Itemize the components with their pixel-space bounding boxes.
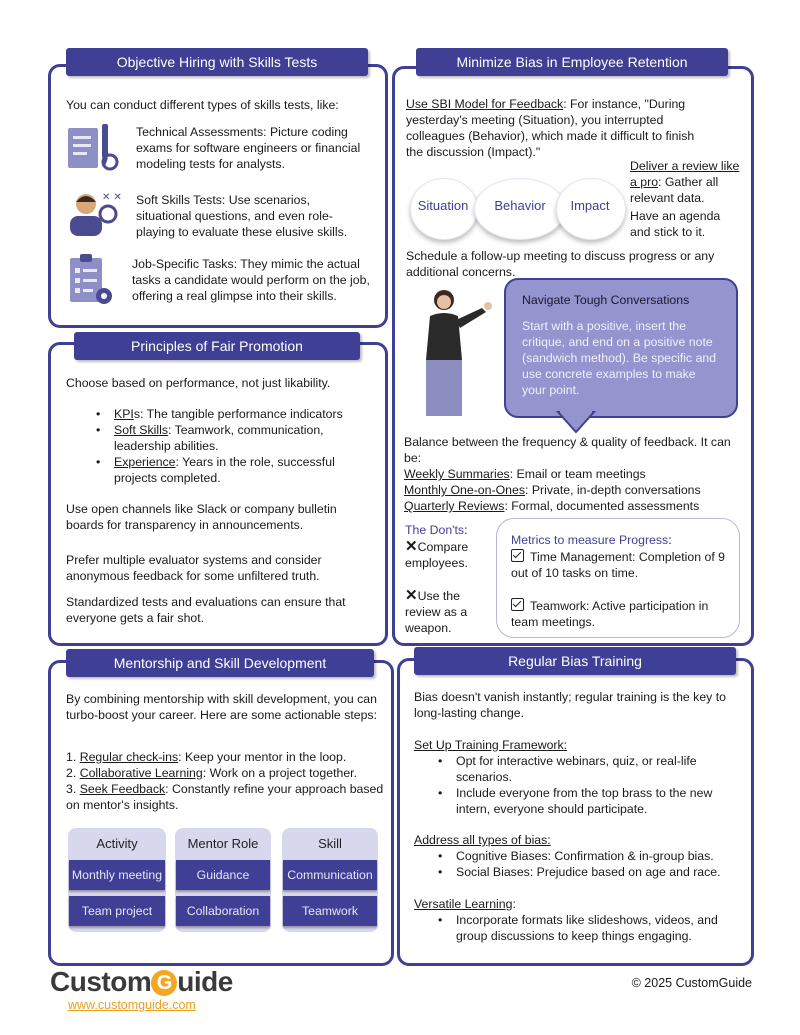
sbi-label: Use SBI Model for Feedback: [406, 97, 564, 111]
x-icon: ✕: [405, 538, 418, 555]
footer-url[interactable]: www.customguide.com: [68, 998, 196, 1012]
list-item: [92, 454, 352, 486]
list-item: [66, 749, 386, 765]
job-tasks-text: : They mimic the actual tasks a candidate would perform on the job, offering a real glimpse into their skills.: [132, 257, 370, 303]
x-icon: ✕: [405, 587, 418, 604]
list-item: • Social Biases: Prejudice based on age and race.: [434, 864, 744, 880]
freq-label: Weekly Summaries: [404, 467, 510, 481]
dont-item-weapon: [405, 588, 485, 636]
metric-item-teamwork: [511, 597, 733, 630]
checklist-gear-icon: [66, 252, 116, 313]
list-item: • Opt for interactive webinars, quiz, or real-life scenarios.: [434, 753, 744, 785]
table-cell: Monthly meeting: [69, 860, 165, 890]
table-cell: Team project: [69, 896, 165, 926]
soft-skills-text: : Use scenarios, situational questions, and even role-playing to evaluate these elusive skills.: [136, 193, 348, 239]
skills-item-technical: [136, 124, 372, 172]
table-cell: Collaboration: [176, 896, 270, 926]
donts-title-text: The Don'ts: [405, 523, 465, 537]
donts-title: [405, 522, 495, 538]
freq-text: : Private, in-depth conversations: [524, 483, 701, 497]
person-gears-icon: [66, 190, 122, 243]
promotion-bullets: [92, 406, 352, 486]
metric-text: Time Management: Completion of 9 out of 10 tasks on time.: [511, 550, 726, 580]
training-title: Regular Bias Training: [414, 647, 736, 675]
experience-text: : Years in the role, successful projects completed.: [114, 455, 335, 485]
metrics-colon: :: [668, 533, 672, 547]
promotion-intro: Choose based on performance, not just likability.: [66, 376, 331, 390]
metric-item-time: [511, 548, 733, 581]
skills-item-soft: [136, 192, 356, 240]
training-intro: Bias doesn't vanish instantly; regular training is the key to long-lasting change.: [414, 690, 726, 720]
skills-intro: You can conduct different types of skills tests, like:: [66, 98, 339, 112]
table-cell: Communication: [283, 860, 377, 890]
bubble-title: Navigate Tough Conversations: [522, 293, 690, 307]
circle-label-situation: Situation: [417, 198, 469, 213]
review-body: : Gather all relevant data.: [630, 175, 719, 205]
footer-copyright: © 2025 CustomGuide: [631, 976, 752, 990]
training-group-bias: [414, 832, 744, 880]
donts-colon: :: [464, 523, 468, 537]
technical-text: : Picture coding exams for software engineers or financial modeling tests for analysts.: [136, 125, 361, 171]
list-item: [92, 422, 352, 454]
training-group-versatile: [414, 896, 744, 944]
mentorship-intro: By combining mentorship with skill development, you can turbo-boost your career. Here are some actionable steps:: [66, 692, 378, 722]
logo-text-left: Custom: [50, 966, 152, 997]
list-item: [66, 781, 386, 813]
step-text: : Constantly refine your approach based on mentor's insights.: [66, 782, 384, 812]
frequency-list: [404, 466, 744, 514]
promotion-title: Principles of Fair Promotion: [74, 332, 360, 360]
table-cell: Teamwork: [283, 896, 377, 926]
promotion-para3: Standardized tests and evaluations can ensure that everyone gets a fair shot.: [66, 595, 346, 625]
step-label: Seek Feedback: [79, 782, 166, 796]
soft-text: : Teamwork, communication, leadership abilities.: [114, 423, 324, 453]
sbi-text: [406, 96, 706, 160]
dont-text: Compare employees.: [405, 540, 469, 570]
mentorship-steps: [66, 749, 386, 813]
clipboard-pen-icon: [66, 122, 122, 179]
metrics-title: [511, 532, 731, 548]
metric-text: Teamwork: Active participation in team meetings.: [511, 599, 709, 629]
checkbox-icon: [511, 549, 524, 562]
step-text: : Work on a project together.: [202, 766, 358, 780]
logo-text-right: uide: [177, 966, 233, 997]
freq-label: Monthly One-on-Ones: [404, 483, 525, 497]
step-num: 2.: [66, 766, 80, 780]
step-text: : Keep your mentor in the loop.: [178, 750, 347, 764]
list-item: • Cognitive Biases: Confirmation & in-group bias.: [434, 848, 744, 864]
technical-label: Technical Assessments: [136, 125, 264, 139]
review-label: Deliver a review like a pro: [630, 159, 740, 189]
freq-label: Quarterly Reviews: [404, 499, 505, 513]
bubble-tail: [556, 410, 596, 434]
mentorship-title: Mentorship and Skill Development: [66, 649, 374, 677]
group-heading-suffix: :: [512, 897, 516, 911]
list-item: • Incorporate formats like slideshows, videos, and group discussions to keep things engaging.: [434, 912, 744, 944]
step-label: Regular check-ins: [79, 750, 179, 764]
table-header-activity: Activity: [96, 836, 138, 851]
logo-g-icon: G: [151, 970, 177, 996]
promotion-para1: Use open channels like Slack or company bulletin boards for transparency in announcements.: [66, 502, 337, 532]
kpi-label: KPI: [114, 407, 134, 421]
soft-skills-label: Soft Skills Tests: [136, 193, 222, 207]
step-num: 3.: [66, 782, 80, 796]
freq-text: : Email or team meetings: [509, 467, 646, 481]
customguide-logo: [50, 966, 233, 998]
retention-title: Minimize Bias in Employee Retention: [416, 48, 728, 76]
review-text: [630, 158, 740, 206]
step-num: 1.: [66, 750, 80, 764]
list-item: • Include everyone from the top brass to the new intern, everyone should participate.: [434, 785, 744, 817]
training-group-framework: [414, 737, 744, 817]
circle-label-behavior: Behavior: [494, 198, 546, 213]
list-item: [66, 765, 386, 781]
table-header-skill: Skill: [318, 836, 342, 851]
dont-text: Use the review as a weapon.: [405, 589, 468, 635]
checkbox-icon: [511, 598, 524, 611]
list-item: [404, 498, 744, 514]
list-item: [404, 466, 744, 482]
group-heading: Address all types of bias:: [414, 833, 551, 847]
kpi-text: s: The tangible performance indicators: [133, 407, 343, 421]
list-item: [92, 406, 352, 422]
presenter-woman-icon: [416, 286, 496, 423]
circle-label-impact: Impact: [570, 198, 610, 213]
bubble-text: Start with a positive, insert the critique, and end on a positive note (sandwich method). Be specific and use concrete examples to make your point.: [522, 319, 717, 397]
list-item: [404, 482, 744, 498]
soft-label: Soft Skills: [114, 423, 168, 437]
table-cell: Guidance: [176, 860, 270, 890]
svg-text:✕ ✕: ✕ ✕: [102, 192, 122, 203]
step-label: Collaborative Learning: [79, 766, 203, 780]
balance-text: Balance between the frequency & quality of feedback. It can be:: [404, 435, 731, 465]
followup-text: Schedule a follow-up meeting to discuss progress or any additional concerns.: [406, 249, 715, 279]
job-tasks-label: Job-Specific Tasks: [132, 257, 234, 271]
table-header-mentor-role: Mentor Role: [187, 836, 259, 851]
group-heading: Versatile Learning: [414, 897, 513, 911]
dont-item-compare: [405, 539, 493, 571]
freq-text: : Formal, documented assessments: [504, 499, 700, 513]
skills-title: Objective Hiring with Skills Tests: [66, 48, 368, 76]
promotion-para2: Prefer multiple evaluator systems and consider anonymous feedback for some unfiltered truth.: [66, 553, 322, 583]
experience-label: Experience: [114, 455, 176, 469]
agenda-text: Have an agenda and stick to it.: [630, 209, 721, 239]
metrics-title-text: Metrics to measure Progress: [511, 533, 669, 547]
skills-item-job: [132, 256, 372, 304]
group-heading: Set Up Training Framework:: [414, 738, 568, 752]
sbi-body: : For instance, "During yesterday's meeting (Situation), you interrupted colleagues (Behavior), which made it difficult to finish the discussion (Impact).": [406, 97, 695, 159]
